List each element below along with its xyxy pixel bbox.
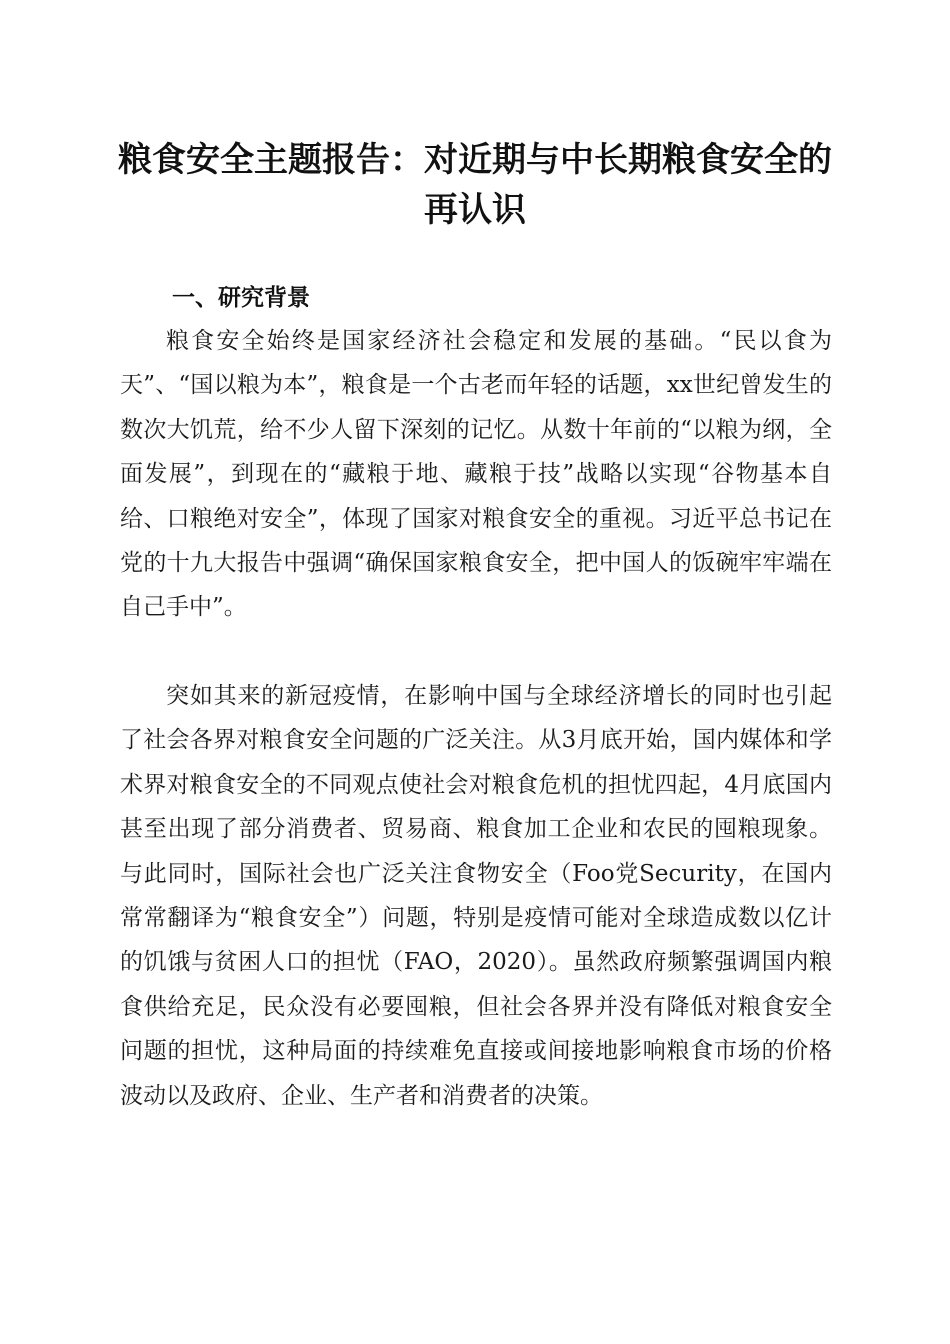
section-heading: 一、研究背景 (172, 285, 310, 311)
document-title: 粮食安全主题报告：对近期与中长期粮食安全的再认识 (118, 140, 832, 230)
body-paragraph: 粮食安全始终是国家经济社会稳定和发展的基础。“民以食为天”、“国以粮为本”，粮食是一个古老而年轻的话题，xx世纪曾发生的数次大饥荒，给不少人留下深刻的记忆。从数十年前的“以粮为纲，全面发展”，到现在的“藏粮于地、藏粮于技”战略以实现“谷物基本自给、口粮绝对安全”，体现了国家对粮食安全的重视。习近平总书记在党的十九大报告中强调“确保国家粮食安全，把中国人的饭碗牢牢端在自己手中”。 (120, 328, 832, 621)
body-paragraph: 突如其来的新冠疫情，在影响中国与全球经济增长的同时也引起了社会各界对粮食安全问题的广泛关注。从3月底开始，国内媒体和学术界对粮食安全的不同观点使社会对粮食危机的担忧四起，4月底国内甚至出现了部分消费者、贸易商、粮食加工企业和农民的囤粮现象。与此同时，国际社会也广泛关注食物安全（Foo党Security，在国内常常翻译为“粮食安全”）问题，特别是疫情可能对全球造成数以亿计的饥饿与贫困人口的担忧（FAO，2020）。虽然政府频繁强调国内粮食供给充足，民众没有必要囤粮，但社会各界并没有降低对粮食安全问题的担忧，这种局面的持续难免直接或间接地影响粮食市场的价格波动以及政府、企业、生产者和消费者的决策。 (120, 683, 832, 1109)
